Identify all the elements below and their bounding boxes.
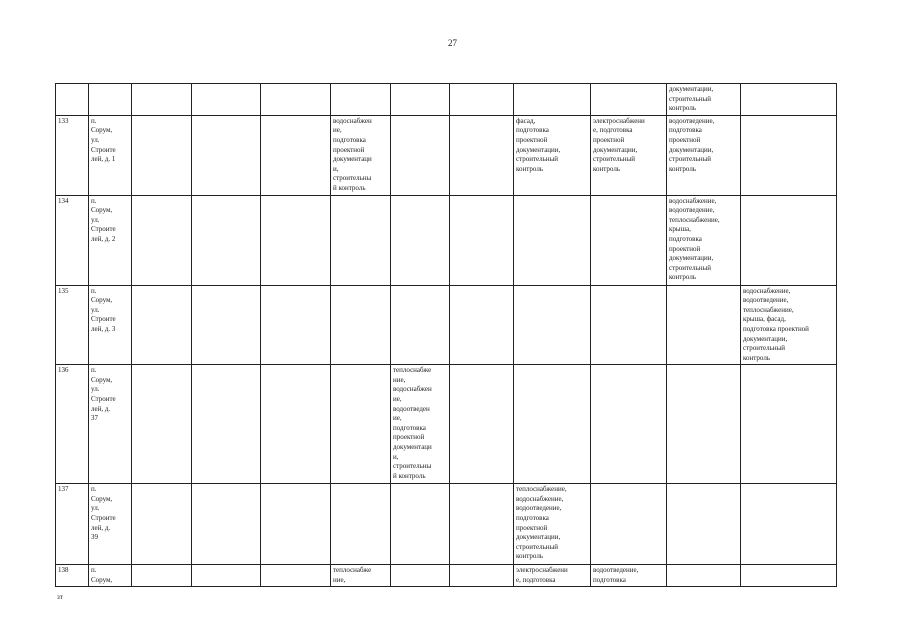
cell-address: п. Сорум, ул. Строите лей, д. 1	[89, 115, 132, 195]
cell	[132, 285, 192, 365]
cell	[667, 285, 741, 365]
cell-row-number: 136	[56, 365, 89, 484]
cell-row-number: 133	[56, 115, 89, 195]
cell	[132, 365, 192, 484]
table-row	[56, 84, 837, 116]
cell	[450, 484, 514, 565]
cell	[741, 195, 837, 285]
cell	[591, 365, 667, 484]
cell	[391, 115, 450, 195]
cell: водоотведение, подготовка проектной документации, строительный контроль	[667, 115, 741, 195]
cell	[192, 195, 261, 285]
cell	[667, 565, 741, 587]
cell	[450, 285, 514, 365]
cell	[741, 565, 837, 587]
cell-address: п. Сорум, ул. Строите лей, д. 37	[89, 365, 132, 484]
cell	[331, 484, 391, 565]
table-row	[56, 365, 837, 484]
cell	[261, 195, 331, 285]
cell	[741, 484, 837, 565]
cell-address: п. Сорум, ул. Строите лей, д. 2	[89, 195, 132, 285]
cell	[331, 195, 391, 285]
cell: электроснабжени е, подготовка проектной документации, строительный контроль	[591, 115, 667, 195]
cell-row-number	[56, 84, 89, 116]
page-number: 27	[448, 38, 457, 48]
cell	[331, 365, 391, 484]
cell	[192, 115, 261, 195]
cell: водоотведение, подготовка	[591, 565, 667, 587]
cell: электроснабжени е, подготовка	[514, 565, 591, 587]
cell	[450, 365, 514, 484]
cell-address	[89, 84, 132, 116]
cell-address: п. Сорум, ул. Строите лей, д. 39	[89, 484, 132, 565]
cell	[667, 365, 741, 484]
cell	[261, 484, 331, 565]
cell	[391, 484, 450, 565]
cell	[132, 195, 192, 285]
cell	[591, 84, 667, 116]
cell-address: п. Сорум,	[89, 565, 132, 587]
cell	[192, 565, 261, 587]
cell	[261, 365, 331, 484]
cell	[391, 84, 450, 116]
cell	[591, 195, 667, 285]
cell	[591, 484, 667, 565]
cell	[391, 565, 450, 587]
cell: теплоснабже ние, водоснабжен ие, водоотведен ие, подготовка проектной документаци и, строительны й контроль	[391, 365, 450, 484]
table-row	[56, 484, 837, 565]
cell	[192, 84, 261, 116]
cell	[591, 285, 667, 365]
cell: документации, строительный контроль	[667, 84, 741, 116]
footer-mark: зт	[57, 593, 63, 601]
cell	[192, 484, 261, 565]
cell-row-number: 134	[56, 195, 89, 285]
cell	[331, 285, 391, 365]
cell	[741, 84, 837, 116]
cell	[261, 115, 331, 195]
cell	[450, 84, 514, 116]
cell	[514, 365, 591, 484]
cell	[192, 285, 261, 365]
table-row	[56, 195, 837, 285]
cell-address: п. Сорум, ул. Строите лей, д. 3	[89, 285, 132, 365]
cell	[514, 285, 591, 365]
cell	[391, 195, 450, 285]
table-row	[56, 285, 837, 365]
cell	[450, 115, 514, 195]
cell	[391, 285, 450, 365]
cell	[331, 84, 391, 116]
cell	[192, 365, 261, 484]
cell-row-number: 135	[56, 285, 89, 365]
cell	[667, 484, 741, 565]
cell: теплоснабжение, водоснабжение, водоотведение, подготовка проектной документации, строительный контроль	[514, 484, 591, 565]
cell	[741, 115, 837, 195]
cell: фасад, подготовка проектной документации, строительный контроль	[514, 115, 591, 195]
cell	[261, 84, 331, 116]
cell	[450, 195, 514, 285]
cell: теплоснабже ние,	[331, 565, 391, 587]
cell: водоснабжение, водоотведение, теплоснабжение, крыша, подготовка проектной документации, строительный контроль	[667, 195, 741, 285]
cell-row-number: 137	[56, 484, 89, 565]
cell	[450, 565, 514, 587]
works-table	[55, 83, 837, 587]
cell: водоснабжен ие, подготовка проектной документаци и, строительны й контроль	[331, 115, 391, 195]
cell	[261, 565, 331, 587]
cell	[514, 84, 591, 116]
cell	[132, 565, 192, 587]
cell	[261, 285, 331, 365]
table-row	[56, 565, 837, 587]
cell-row-number: 138	[56, 565, 89, 587]
cell	[741, 365, 837, 484]
table-row	[56, 115, 837, 195]
cell	[132, 115, 192, 195]
cell	[132, 84, 192, 116]
cell	[514, 195, 591, 285]
cell	[132, 484, 192, 565]
cell: водоснабжение, водоотведение, теплоснабжение, крыша, фасад, подготовка проектной документации, строительный контроль	[741, 285, 837, 365]
